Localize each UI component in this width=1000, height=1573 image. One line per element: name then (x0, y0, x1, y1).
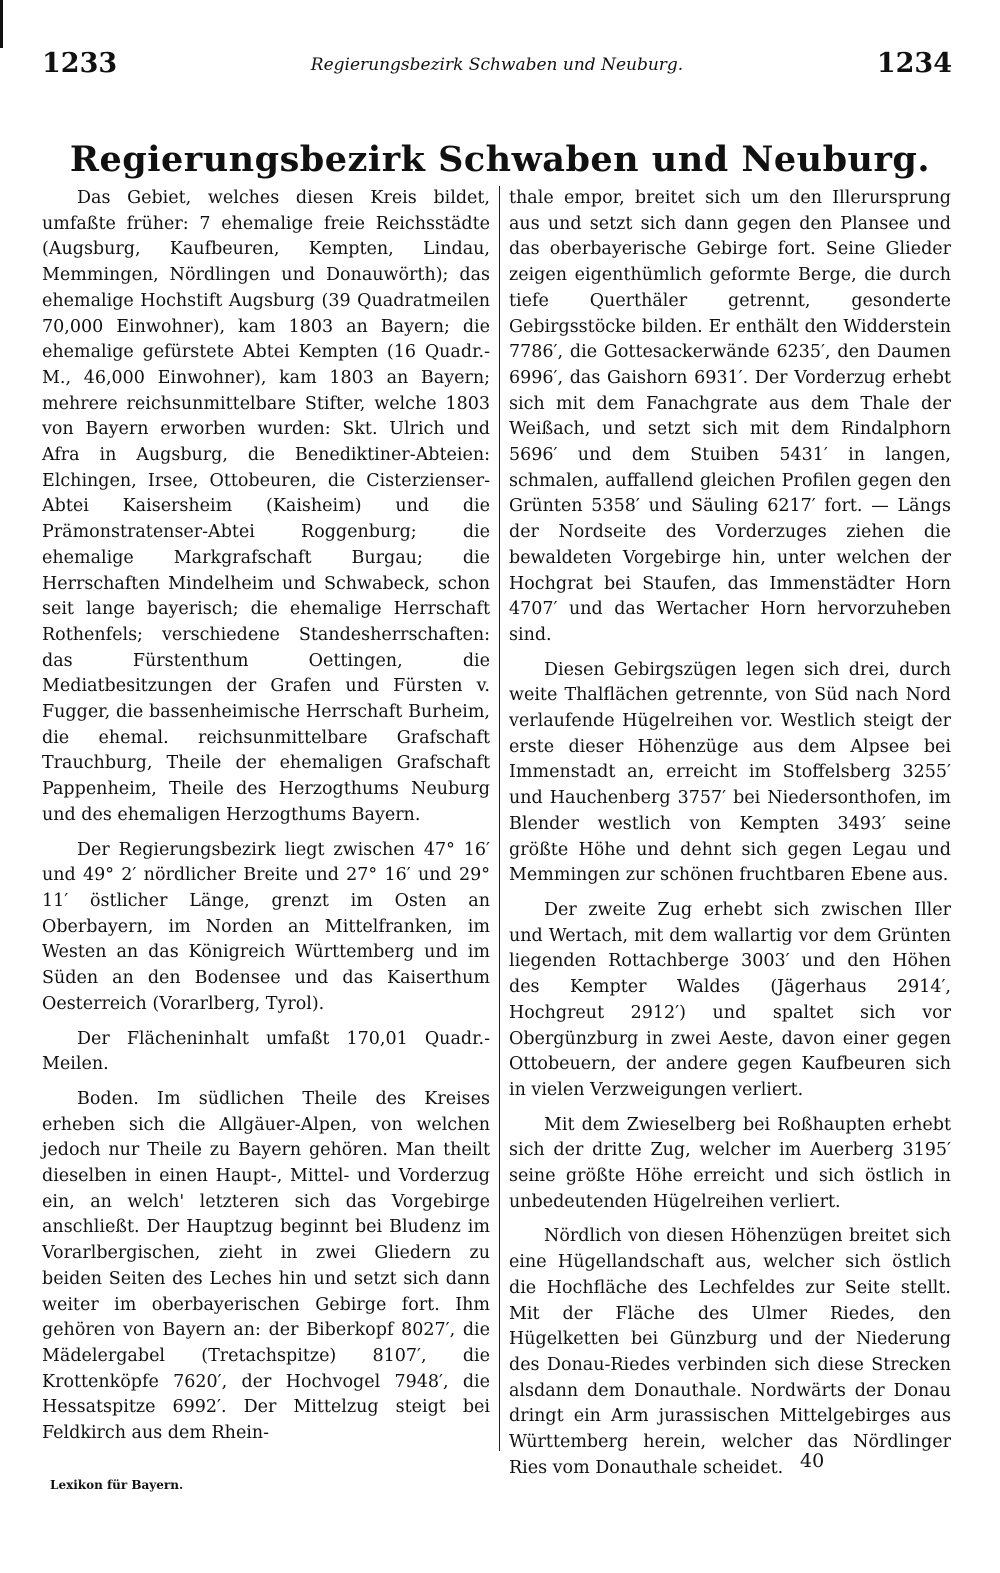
left-edge-mark (0, 0, 3, 48)
signature-mark: 40 (800, 1450, 825, 1472)
paragraph-area: Der Flächeninhalt umfaßt 170,01 Quadr.-Meilen. (42, 1028, 490, 1075)
paragraph-third-range: Mit dem Zwieselberg bei Roßhaupten erhebt sich der dritte Zug, welcher im Auerberg 3195′ seine größte Höhe erreicht und sich östlich in unbedeutenden Hügelreihen verliert. (509, 1114, 951, 1212)
page-number-left: 1233 (42, 48, 118, 79)
page-number-right: 1234 (876, 48, 952, 79)
paragraph-territory: Das Gebiet, welches diesen Kreis bildet, umfaßte früher: 7 ehemalige freie Reichsstädte (Augsburg, Kaufbeuren, Kempten, Lindau, Memmingen, Nördlingen und Donauwörth); das ehemalige Hochstift Augsburg (39 Quadratmeilen 70,000 Einwohner), kam 1803 an Bayern; die ehemalige gefürstete Abtei Kempten (16 Quadr.-M., 46,000 Einwohner), kam 1803 an Bayern; mehrere reichsunmittelbare Stifter, welche 1803 von Bayern erworben wurden: Skt. Ulrich und Afra in Augsburg, die Benediktiner-Abteien: Elchingen, Irsee, Ottobeuren, die Cisterzienser-Abtei Kaisersheim (Kaisheim) und die Prämonstratenser-Abtei Roggenburg; die ehemalige Markgrafschaft Burgau; die Herrschaften Mindelheim und Schwabeck, schon seit lange bayerisch; die ehemalige Herrschaft Rothenfels; verschiedene Standesherrschaften: das Fürstenthum Oettingen, die Mediatbesitzungen der Grafen und Fürsten v. Fugger, die bassenheimische Herrschaft Burheim, die ehemal. reichsunmittelbare Grafschaft Trauchburg, Theile der ehemaligen Grafschaft Pappenheim, Theile des Herzogthums Neuburg und des ehemaligen Herzogthums Bayern. (42, 188, 490, 825)
paragraph-northern-lowlands: Nördlich von diesen Höhenzügen breitet sich eine Hügellandschaft aus, welcher sich östlich die Hochfläche des Lechfeldes zur Seite stellt. Mit der Fläche des Ulmer Riedes, den Hügelketten bei Günzburg und der Niederung des Donau-Riedes verbinden sich diese Strecken alsdann dem Donauthale. Nordwärts der Donau dringt ein Arm jurassischen Mittelgebirges aus Württemberg herein, welcher das Nördlinger Ries vom Donauthale scheidet. (509, 1226, 951, 1478)
running-title: Regierungsbezirk Schwaben und Neuburg. (310, 55, 684, 75)
right-column (509, 186, 951, 1490)
paragraph-second-range: Der zweite Zug erhebt sich zwischen Iller und Wertach, mit dem wallartig vor dem Grünten liegenden Rottachberge 3003′ und den Höhen des Kempter Waldes (Jägerhaus 2914′, Hochgreut 2912′) und spaltet sich vor Obergünzburg in zwei Aeste, davon einer gegen Ottobeuern, der andere gegen Kaufbeuren sich in vielen Verzweigungen verliert. (509, 899, 951, 1100)
running-head (42, 48, 952, 88)
paragraph-hill-ranges: Diesen Gebirgszügen legen sich drei, durch weite Thalflächen getrennte, von Süd nach Nord verlaufende Hügelreihen vor. Westlich steigt der erste dieser Höhenzüge aus dem Alpsee bei Immenstadt an, erreicht im Stoffelsberg 3255′ und Hauchenberg 3757′ bei Niedersonthofen, im Blender westlich von Kempten 3493′ seine größte Höhe und dehnt sich gegen Legau und Memmingen zur schönen fruchtbaren Ebene aus. (509, 659, 951, 886)
page-title: Regierungsbezirk Schwaben und Neuburg. (69, 139, 931, 181)
footer-source: Lexikon für Bayern. (50, 1478, 184, 1492)
left-column (42, 186, 490, 1456)
column-divider (499, 186, 500, 1451)
paragraph-soil-continued: thale empor, breitet sich um den Illerursprung aus und setzt sich dann gegen den Plansee und das oberbayerische Gebirge fort. Seine Glieder zeigen eigenthümlich geformte Berge, die durch tiefe Querthäler getrennt, gesonderte Gebirgsstöcke bilden. Er enthält den Widderstein 7786′, die Gottesackerwände 6235′, den Daumen 6996′, das Gaishorn 6931′. Der Vorderzug erhebt sich mit dem Fanachgrate aus dem Thale der Weißach, und setzt sich mit dem Rindalphorn 5696′ und dem Stuiben 5431′ in langen, schmalen, auffallend gleichen Profilen gegen den Grünten 5358′ und Säuling 6217′ fort. — Längs der Nordseite des Vorderzuges ziehen die bewaldeten Vorgebirge hin, unter welchen der Hochgrat bei Staufen, das Immenstädter Horn 4707′ und das Wertacher Horn hervorzuheben sind. (509, 188, 951, 645)
paragraph-soil: Boden. Im südlichen Theile des Kreises erheben sich die Allgäuer-Alpen, von welchen jedoch nur Theile zu Bayern gehören. Man theilt dieselben in einen Haupt-, Mittel- und Vorderzug ein, an welch' letzteren sich das Vorgebirge anschließt. Der Hauptzug beginnt bei Bludenz im Vorarlbergischen, zieht in zwei Gliedern zu beiden Seiten des Leches hin und setzt sich dann weiter im oberbayerischen Gebirge fort. Ihm gehören von Bayern an: der Biberkopf 8027′, die Mädelergabel (Tretachspitze) 8107′, die Krottenköpfe 7620′, der Hochvogel 7948′, die Hessatspitze 6992′. Der Mittelzug steigt bei Feldkirch aus dem Rhein- (42, 1088, 490, 1444)
paragraph-location: Der Regierungsbezirk liegt zwischen 47° 16′ und 49° 2′ nördlicher Breite und 27° 16′ und 29° 11′ östlicher Länge, grenzt im Osten an Oberbayern, im Norden an Mittelfranken, im Westen an das Königreich Württemberg und im Süden an den Bodensee und das Kaiserthum Oesterreich (Vorarlberg, Tyrol). (42, 839, 490, 1014)
